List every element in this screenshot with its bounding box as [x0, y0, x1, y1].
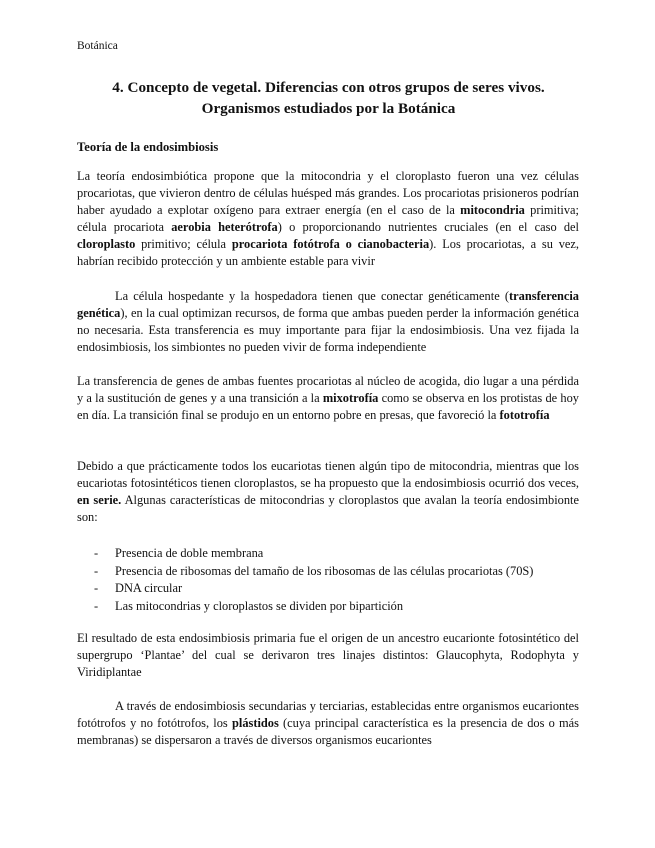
text-run: ). Los procariotas, a su vez, habrían recibido protección y un ambiente estable para vivir [77, 237, 580, 268]
text-run: primitiva; célula procariota [77, 203, 579, 234]
paragraph-gene-transfer [77, 373, 579, 424]
bold-term: transferencia genética [77, 289, 579, 320]
text-run: Debido a que prácticamente todos los eucariotas tienen algún tipo de mitocondria, mientras que los eucariotas fotosintéticos tienen cloroplastos, se ha propuesto que la endosimbiosis ocurrió dos veces, [77, 459, 579, 490]
paragraph-intro [77, 168, 579, 270]
text-run: La teoría endosimbiótica propone que la mitocondria y el cloroplasto fueron una vez células procariotas, que vivieron dentro de células huésped más grandes. Los procariotas prisioneros podrían haber ayudado a explotar oxígeno para extraer energía (en el caso de la [77, 169, 579, 217]
dash-marker: - [94, 581, 99, 595]
evidence-list [77, 545, 579, 615]
bold-term: fototrofía [499, 408, 550, 422]
list-item [77, 580, 579, 598]
subheading: Teoría de la endosimbiosis [77, 140, 219, 154]
text-run: La célula hospedante y la hospedadora tienen que conectar genéticamente ( [115, 289, 510, 303]
list-item-text: Presencia de ribosomas del tamaño de los ribosomas de las células procariotas (70S) [115, 563, 534, 578]
list-item-text: DNA circular [115, 581, 183, 595]
text-run: ), en la cual optimizan recursos, de forma que ambas pueden perder la información genética no necesaria. Esta transferencia es muy importante para fijar la endosimbiosis. Una vez fijada la endosimbiosis, los simbiontes no pueden vivir de forma independiente [77, 306, 579, 354]
text-run: El resultado de esta endosimbiosis primaria fue el origen de un ancestro eucarionte fotosintético del supergrupo ‘Plantae’ del cual se derivaron tres linajes distintos: Glaucophyta, Rodophyta y Viridiplantae [77, 631, 579, 679]
bold-term: en serie. [77, 493, 122, 507]
text-run: Algunas características de mitocondrias y cloroplastos que avalan la teoría endosimbionte son: [77, 493, 579, 524]
dash-marker: - [94, 546, 99, 560]
section-title-line-2: Organismos estudiados por la Botánica [201, 100, 456, 117]
paragraph-serial-endosymbiosis [77, 458, 579, 526]
list-item [77, 563, 579, 581]
text-run: primitivo; célula [135, 237, 232, 251]
list-item-text: Las mitocondrias y cloroplastos se dividen por bipartición [115, 598, 404, 613]
running-header: Botánica [77, 40, 118, 52]
list-item [77, 545, 579, 563]
paragraph-secondary-endosymbiosis [77, 698, 579, 749]
text-run: como se observa en los protistas de hoy en día. La transición final se produjo en un entorno pobre en presas, que favoreció la [77, 391, 579, 422]
bold-term: aerobia heterótrofa [171, 220, 278, 234]
bold-term: mixotrofía [322, 391, 379, 405]
section-title [77, 77, 580, 119]
text-run: A través de endosimbiosis secundarias y terciarias, establecidas entre organismos eucariontes fotótrofos y no fotótrofos, los [77, 699, 579, 730]
bold-term: procariota fotótrofa o cianobacteria [231, 237, 430, 251]
text-run: (cuya principal característica es la presencia de dos o más membranas) se dispersaron a través de diversos organismos eucariontes [77, 716, 579, 747]
list-item-text: Presencia de doble membrana [115, 546, 264, 560]
dash-marker: - [94, 563, 99, 578]
bold-term: cloroplasto [77, 237, 136, 251]
paragraph-primary-result [77, 630, 579, 681]
text-run: ) o proporcionando nutrientes cruciales (en el caso del [277, 220, 579, 234]
text-run: La transferencia de genes de ambas fuentes procariotas al núcleo de acogida, dio lugar a una pérdida y a la sustitución de genes y a una transición a la [77, 374, 579, 405]
paragraph-genetic-transfer [77, 288, 579, 356]
dash-marker: - [94, 598, 99, 613]
bold-term: mitocondria [460, 203, 525, 217]
list-item [77, 598, 579, 616]
section-title-line-1: 4. Concepto de vegetal. Diferencias con otros grupos de seres vivos. [112, 79, 545, 96]
bold-term: plástidos [231, 716, 279, 730]
